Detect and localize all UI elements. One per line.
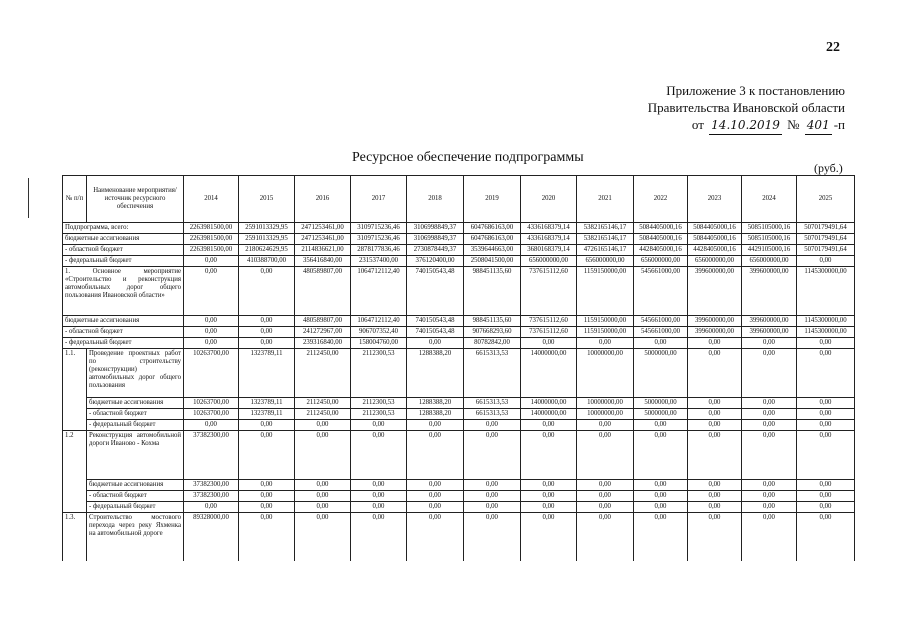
value-cell: 0,00 <box>521 431 577 480</box>
value-cell: 0,00 <box>742 349 797 398</box>
header-year: 2017 <box>351 176 407 223</box>
value-cell: 399600000,00 <box>742 267 797 316</box>
appendix-line-2: Правительства Ивановской области <box>647 100 845 115</box>
value-cell: 1323789,11 <box>239 398 295 409</box>
value-cell: 0,00 <box>407 431 464 480</box>
value-cell: 740150543,48 <box>407 327 464 338</box>
value-cell: 5084405000,16 <box>634 223 688 234</box>
value-cell: 2263981500,00 <box>184 245 239 256</box>
value-cell: 1064712112,40 <box>351 316 407 327</box>
value-cell: 356416840,00 <box>295 256 351 267</box>
value-cell: 2112300,53 <box>351 398 407 409</box>
value-cell: 0,00 <box>464 480 521 491</box>
value-cell: 0,00 <box>351 420 407 431</box>
value-cell: 0,00 <box>797 409 855 420</box>
value-cell: 1323789,11 <box>239 409 295 420</box>
value-cell: 399600000,00 <box>688 316 742 327</box>
value-cell: 0,00 <box>407 338 464 349</box>
appendix-date: 14.10.2019 <box>709 117 782 135</box>
value-cell: 0,00 <box>521 513 577 562</box>
value-cell: 0,00 <box>464 491 521 502</box>
value-cell: 1145300000,00 <box>797 327 855 338</box>
appendix-no-label: № <box>787 117 800 132</box>
value-cell: 0,00 <box>184 338 239 349</box>
value-cell: 0,00 <box>295 420 351 431</box>
value-cell: 0,00 <box>742 398 797 409</box>
value-cell: 4336168379,14 <box>521 223 577 234</box>
row-label: Подпрограмма, всего: <box>63 223 184 234</box>
value-cell: 2112450,00 <box>295 409 351 420</box>
value-cell: 1159150000,00 <box>577 267 634 316</box>
value-cell: 0,00 <box>239 338 295 349</box>
row-label: - федеральный бюджет <box>63 338 184 349</box>
value-cell: 656000000,00 <box>577 256 634 267</box>
header-year: 2020 <box>521 176 577 223</box>
value-cell: 5070179491,64 <box>797 223 855 234</box>
row-label: - областной бюджет <box>87 409 184 420</box>
value-cell: 0,00 <box>239 267 295 316</box>
value-cell: 0,00 <box>634 431 688 480</box>
page-number: 22 <box>826 40 840 55</box>
value-cell: 0,00 <box>295 480 351 491</box>
value-cell: 0,00 <box>351 431 407 480</box>
margin-mark <box>28 178 29 218</box>
event-cell <box>63 267 184 316</box>
value-cell: 0,00 <box>742 480 797 491</box>
row-label: - областной бюджет <box>63 327 184 338</box>
table-row <box>63 491 855 502</box>
value-cell: 0,00 <box>407 480 464 491</box>
value-cell: 0,00 <box>742 338 797 349</box>
value-cell: 545661000,00 <box>634 316 688 327</box>
value-cell: 907668293,60 <box>464 327 521 338</box>
value-cell: 0,00 <box>464 513 521 562</box>
value-cell: 5084405000,16 <box>688 223 742 234</box>
value-cell: 0,00 <box>184 420 239 431</box>
value-cell: 0,00 <box>742 420 797 431</box>
appendix-suffix: -п <box>833 117 845 132</box>
value-cell: 399600000,00 <box>742 316 797 327</box>
value-cell: 0,00 <box>797 398 855 409</box>
value-cell: 10263700,00 <box>184 349 239 398</box>
table-row <box>63 431 855 480</box>
value-cell: 0,00 <box>577 513 634 562</box>
value-cell: 14000000,00 <box>521 349 577 398</box>
value-cell: 4336168379,14 <box>521 234 577 245</box>
value-cell: 5070179491,64 <box>797 245 855 256</box>
appendix-number: 401 <box>805 117 832 135</box>
value-cell: 5382165146,17 <box>577 234 634 245</box>
value-cell: 0,00 <box>742 502 797 513</box>
item-name: Строительство мостового перехода через реку Яхменка на автомобильной дороге <box>87 513 184 562</box>
table-row <box>63 409 855 420</box>
value-cell: 0,00 <box>577 480 634 491</box>
value-cell: 0,00 <box>184 327 239 338</box>
value-cell: 0,00 <box>464 502 521 513</box>
value-cell: 2114836621,00 <box>295 245 351 256</box>
value-cell: 0,00 <box>239 480 295 491</box>
header-year: 2021 <box>577 176 634 223</box>
table-row <box>63 420 855 431</box>
resource-table <box>62 175 855 561</box>
table-row <box>63 316 855 327</box>
header-year: 2024 <box>742 176 797 223</box>
value-cell: 3109715236,46 <box>351 234 407 245</box>
value-cell: 0,00 <box>742 513 797 562</box>
value-cell: 545661000,00 <box>634 267 688 316</box>
value-cell: 2508041500,00 <box>464 256 521 267</box>
value-cell: 0,00 <box>295 502 351 513</box>
value-cell: 10263700,00 <box>184 409 239 420</box>
value-cell: 2112450,00 <box>295 349 351 398</box>
value-cell: 988451135,60 <box>464 316 521 327</box>
value-cell: 1323789,11 <box>239 349 295 398</box>
row-label: бюджетные ассигнования <box>87 398 184 409</box>
header-year: 2018 <box>407 176 464 223</box>
value-cell: 5085105000,16 <box>742 223 797 234</box>
value-cell: 0,00 <box>688 409 742 420</box>
value-cell: 0,00 <box>797 338 855 349</box>
value-cell: 0,00 <box>521 480 577 491</box>
value-cell: 737615112,60 <box>521 316 577 327</box>
value-cell: 0,00 <box>688 502 742 513</box>
value-cell: 0,00 <box>797 513 855 562</box>
value-cell: 0,00 <box>521 420 577 431</box>
value-cell: 5084405000,16 <box>688 234 742 245</box>
value-cell: 0,00 <box>239 491 295 502</box>
value-cell: 0,00 <box>797 256 855 267</box>
value-cell: 0,00 <box>797 349 855 398</box>
value-cell: 0,00 <box>577 338 634 349</box>
value-cell: 740150543,48 <box>407 316 464 327</box>
value-cell: 2471253461,00 <box>295 234 351 245</box>
value-cell: 0,00 <box>797 480 855 491</box>
item-number: 1.2 <box>63 431 87 513</box>
value-cell: 0,00 <box>184 256 239 267</box>
value-cell: 10000000,00 <box>577 349 634 398</box>
value-cell: 656000000,00 <box>521 256 577 267</box>
value-cell: 10263700,00 <box>184 398 239 409</box>
value-cell: 0,00 <box>688 431 742 480</box>
value-cell: 37382300,00 <box>184 480 239 491</box>
value-cell: 6047686163,00 <box>464 234 521 245</box>
row-label: - федеральный бюджет <box>63 256 184 267</box>
value-cell: 0,00 <box>239 316 295 327</box>
table-row <box>63 327 855 338</box>
value-cell: 1145300000,00 <box>797 267 855 316</box>
value-cell: 2878177836,46 <box>351 245 407 256</box>
value-cell: 0,00 <box>797 491 855 502</box>
table-row <box>63 223 855 234</box>
header-year: 2014 <box>184 176 239 223</box>
value-cell: 0,00 <box>634 491 688 502</box>
header-year: 2016 <box>295 176 351 223</box>
item-number: 1.1. <box>63 349 87 431</box>
value-cell: 1159150000,00 <box>577 327 634 338</box>
header-year: 2022 <box>634 176 688 223</box>
header-num: № п/п <box>63 176 87 223</box>
item-name: Проведение проектных работ по строительству (реконструкции) автомобильных дорог общего пользования <box>87 349 184 398</box>
value-cell: 0,00 <box>184 267 239 316</box>
item-name: Реконструкция автомобильной дороги Иваново - Кохма <box>87 431 184 480</box>
value-cell: 399600000,00 <box>742 327 797 338</box>
header-year: 2019 <box>464 176 521 223</box>
table-row <box>63 480 855 491</box>
value-cell: 1159150000,00 <box>577 316 634 327</box>
row-label: бюджетные ассигнования <box>63 234 184 245</box>
table-row <box>63 349 855 398</box>
event-name: Основное мероприятие «Строительство и реконструкция автомобильных дорог общего пользования Ивановской области» <box>65 268 182 299</box>
value-cell: 737615112,60 <box>521 327 577 338</box>
value-cell: 480589807,00 <box>295 267 351 316</box>
value-cell: 6615313,53 <box>464 398 521 409</box>
table-row <box>63 398 855 409</box>
value-cell: 0,00 <box>634 338 688 349</box>
value-cell: 0,00 <box>688 513 742 562</box>
value-cell: 399600000,00 <box>688 267 742 316</box>
value-cell: 4429105000,16 <box>742 245 797 256</box>
value-cell: 10000000,00 <box>577 398 634 409</box>
header-year: 2025 <box>797 176 855 223</box>
value-cell: 0,00 <box>634 502 688 513</box>
value-cell: 6047686163,00 <box>464 223 521 234</box>
value-cell: 0,00 <box>688 338 742 349</box>
table-row <box>63 502 855 513</box>
value-cell: 0,00 <box>634 480 688 491</box>
value-cell: 0,00 <box>351 480 407 491</box>
value-cell: 5070179491,64 <box>797 234 855 245</box>
event-number: 1. <box>65 268 71 275</box>
item-number: 1.3. <box>63 513 87 562</box>
value-cell: 3539644663,00 <box>464 245 521 256</box>
value-cell: 0,00 <box>351 491 407 502</box>
row-label: - областной бюджет <box>63 245 184 256</box>
value-cell: 3106998849,37 <box>407 234 464 245</box>
table-row <box>63 245 855 256</box>
value-cell: 5000000,00 <box>634 398 688 409</box>
value-cell: 988451135,60 <box>464 267 521 316</box>
value-cell: 656000000,00 <box>634 256 688 267</box>
value-cell: 5000000,00 <box>634 409 688 420</box>
value-cell: 0,00 <box>464 431 521 480</box>
value-cell: 0,00 <box>239 502 295 513</box>
value-cell: 37382300,00 <box>184 491 239 502</box>
value-cell: 0,00 <box>184 502 239 513</box>
value-cell: 0,00 <box>239 420 295 431</box>
value-cell: 5382165146,17 <box>577 223 634 234</box>
table-body <box>63 223 855 562</box>
table-row <box>63 338 855 349</box>
appendix-signature-line <box>640 116 845 135</box>
value-cell: 5085105000,16 <box>742 234 797 245</box>
table-row <box>63 234 855 245</box>
value-cell: 0,00 <box>797 420 855 431</box>
value-cell: 10000000,00 <box>577 409 634 420</box>
value-cell: 0,00 <box>577 491 634 502</box>
value-cell: 545661000,00 <box>634 327 688 338</box>
value-cell: 1288388,20 <box>407 349 464 398</box>
appendix-prefix: от <box>691 117 704 132</box>
value-cell: 906707352,40 <box>351 327 407 338</box>
value-cell: 2112300,53 <box>351 349 407 398</box>
value-cell: 0,00 <box>407 420 464 431</box>
row-label: - федеральный бюджет <box>87 502 184 513</box>
value-cell: 2263981500,00 <box>184 223 239 234</box>
value-cell: 2112450,00 <box>295 398 351 409</box>
value-cell: 376120400,00 <box>407 256 464 267</box>
value-cell: 1064712112,40 <box>351 267 407 316</box>
value-cell: 3109715236,46 <box>351 223 407 234</box>
value-cell: 0,00 <box>407 491 464 502</box>
value-cell: 0,00 <box>688 491 742 502</box>
value-cell: 0,00 <box>688 480 742 491</box>
row-label: бюджетные ассигнования <box>87 480 184 491</box>
value-cell: 37382300,00 <box>184 431 239 480</box>
value-cell: 0,00 <box>742 431 797 480</box>
table-row <box>63 256 855 267</box>
value-cell: 399600000,00 <box>688 327 742 338</box>
value-cell: 4428405000,16 <box>634 245 688 256</box>
value-cell: 1288388,20 <box>407 398 464 409</box>
value-cell: 89328000,00 <box>184 513 239 562</box>
value-cell: 2471253461,00 <box>295 223 351 234</box>
value-cell: 0,00 <box>521 338 577 349</box>
value-cell: 14000000,00 <box>521 409 577 420</box>
value-cell: 0,00 <box>634 420 688 431</box>
row-label: бюджетные ассигнования <box>63 316 184 327</box>
value-cell: 656000000,00 <box>688 256 742 267</box>
value-cell: 0,00 <box>295 513 351 562</box>
value-cell: 4726165146,17 <box>577 245 634 256</box>
value-cell: 6615313,53 <box>464 409 521 420</box>
value-cell: 0,00 <box>797 502 855 513</box>
header-year: 2015 <box>239 176 295 223</box>
value-cell: 4428405000,16 <box>688 245 742 256</box>
value-cell: 0,00 <box>295 431 351 480</box>
value-cell: 0,00 <box>464 420 521 431</box>
value-cell: 0,00 <box>577 420 634 431</box>
value-cell: 0,00 <box>688 420 742 431</box>
value-cell: 5000000,00 <box>634 349 688 398</box>
value-cell: 0,00 <box>634 513 688 562</box>
value-cell: 0,00 <box>407 513 464 562</box>
value-cell: 2263981500,00 <box>184 234 239 245</box>
unit-label: (руб.) <box>814 161 843 175</box>
value-cell: 0,00 <box>239 513 295 562</box>
value-cell: 2180624629,95 <box>239 245 295 256</box>
header-year: 2023 <box>688 176 742 223</box>
row-label: - федеральный бюджет <box>87 420 184 431</box>
value-cell: 0,00 <box>184 316 239 327</box>
value-cell: 0,00 <box>351 513 407 562</box>
value-cell: 0,00 <box>688 398 742 409</box>
header-name: Наименование мероприятия/источник ресурсного обеспечения <box>87 176 184 223</box>
table-row <box>63 267 855 316</box>
value-cell: 0,00 <box>521 502 577 513</box>
value-cell: 6615313,53 <box>464 349 521 398</box>
table-header-row <box>63 176 855 223</box>
value-cell: 1288388,20 <box>407 409 464 420</box>
table-row <box>63 513 855 562</box>
value-cell: 239316840,00 <box>295 338 351 349</box>
row-label: - областной бюджет <box>87 491 184 502</box>
value-cell: 0,00 <box>521 491 577 502</box>
value-cell: 241272967,00 <box>295 327 351 338</box>
appendix-header <box>640 82 845 135</box>
value-cell: 0,00 <box>295 491 351 502</box>
value-cell: 0,00 <box>351 502 407 513</box>
value-cell: 656000000,00 <box>742 256 797 267</box>
value-cell: 3680168379,14 <box>521 245 577 256</box>
value-cell: 2112300,53 <box>351 409 407 420</box>
value-cell: 410388700,00 <box>239 256 295 267</box>
appendix-line-1: Приложение 3 к постановлению <box>666 83 845 98</box>
value-cell: 5084405000,16 <box>634 234 688 245</box>
value-cell: 0,00 <box>577 431 634 480</box>
value-cell: 0,00 <box>742 409 797 420</box>
value-cell: 737615112,60 <box>521 267 577 316</box>
document-title: Ресурсное обеспечение подпрограммы <box>352 150 584 165</box>
value-cell: 0,00 <box>239 327 295 338</box>
value-cell: 0,00 <box>577 502 634 513</box>
value-cell: 480589807,00 <box>295 316 351 327</box>
value-cell: 231537400,00 <box>351 256 407 267</box>
value-cell: 2591013329,95 <box>239 234 295 245</box>
value-cell: 1145300000,00 <box>797 316 855 327</box>
value-cell: 0,00 <box>742 491 797 502</box>
value-cell: 2730878449,37 <box>407 245 464 256</box>
value-cell: 2591013329,95 <box>239 223 295 234</box>
value-cell: 740150543,48 <box>407 267 464 316</box>
value-cell: 3106998849,37 <box>407 223 464 234</box>
value-cell: 14000000,00 <box>521 398 577 409</box>
value-cell: 0,00 <box>797 431 855 480</box>
value-cell: 0,00 <box>688 349 742 398</box>
value-cell: 0,00 <box>407 502 464 513</box>
value-cell: 158004760,00 <box>351 338 407 349</box>
value-cell: 80782842,00 <box>464 338 521 349</box>
value-cell: 0,00 <box>239 431 295 480</box>
